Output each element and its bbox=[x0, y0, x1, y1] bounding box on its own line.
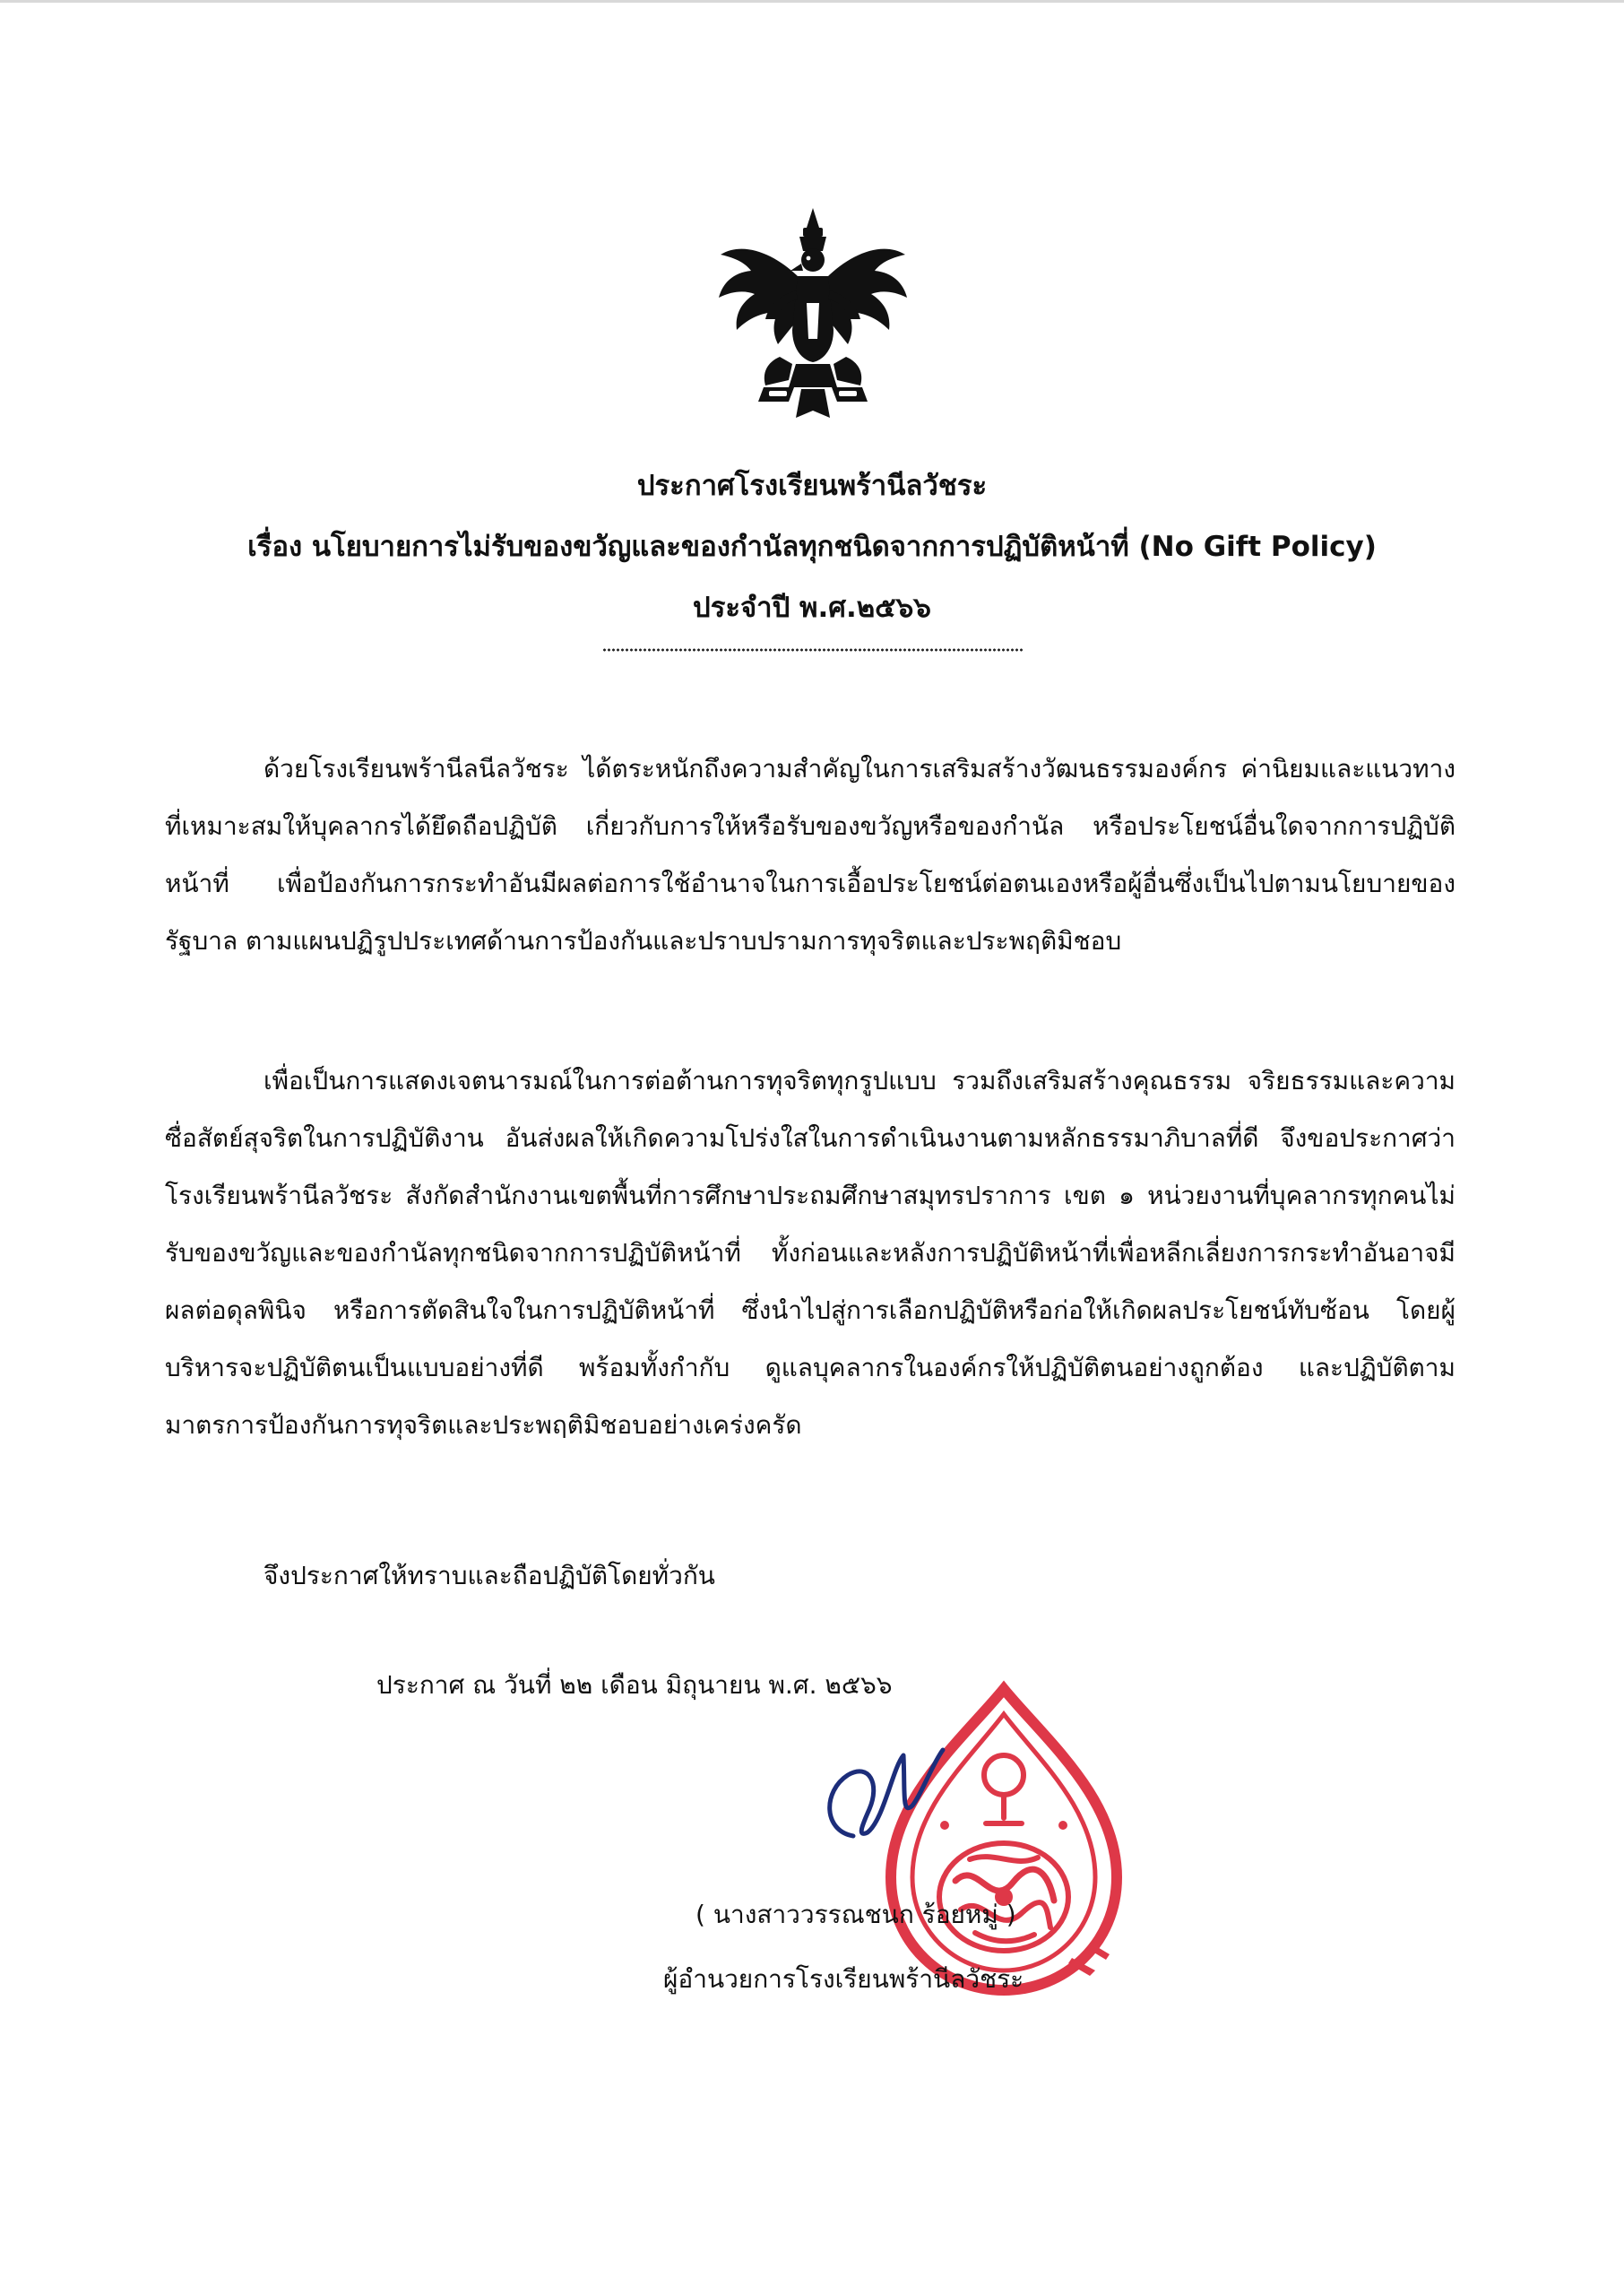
dotted-separator bbox=[602, 647, 1024, 653]
announcement-date: ประกาศ ณ วันที่ ๒๒ เดือน มิถุนายน พ.ศ. ๒๕๖๖ bbox=[376, 1670, 893, 1700]
announcement-year: ประจำปี พ.ศ.๒๕๖๖ bbox=[693, 592, 931, 624]
announcement-title: ประกาศโรงเรียนพร้านีลวัชระ bbox=[636, 470, 988, 502]
handwritten-signature-icon bbox=[817, 1737, 970, 1854]
scan-top-edge bbox=[0, 0, 1624, 3]
body-paragraph-1: ด้วยโรงเรียนพร้านีลนีลวัชระ ได้ตระหนักถึงความสำคัญในการเสริมสร้างวัฒนธรรมองค์กร ค่านิยมและแนวทางที่เหมาะสมให้บุคลากรได้ยึดถือปฏิบัติ เกี่ยวกับการให้หรือรับของขวัญหรือของกำนัล หรือประโยชน์อื่นใดจากการปฏิบัติหน้าที่ เพื่อป้องกันการกระทำอันมีผลต่อการใช้อำนาจในการเอื้อประโยชน์ต่อตนเองหรือผู้อื่นซึ่งเป็นไปตามนโยบายของรัฐบาล ตามแผนปฏิรูปประเทศด้านการป้องกันและปราบปรามการทุจริตและประพฤติมิชอบ bbox=[165, 754, 1456, 956]
signer-title: ผู้อำนวยการโรงเรียนพร้านีลวัชระ bbox=[663, 1964, 1024, 1994]
garuda-emblem-icon bbox=[713, 204, 912, 421]
closing-statement: จึงประกาศให้ทราบและถือปฏิบัติโดยทั่วกัน bbox=[263, 1561, 715, 1590]
signer-name: ( นางสาววรรณชนก ร้อยหมู่ ) bbox=[695, 1900, 1016, 1929]
body-paragraph-2: เพื่อเป็นการแสดงเจตนารมณ์ในการต่อต้านการทุจริตทุกรูปแบบ รวมถึงเสริมสร้างคุณธรรม จริยธรรมและความซื่อสัตย์สุจริตในการปฏิบัติงาน อันส่งผลให้เกิดความโปร่งใสในการดำเนินงานตามหลักธรรมาภิบาลที่ดี จึงขอประกาศว่า โรงเรียนพร้านีลวัชระ สังกัดสำนักงานเขตพื้นที่การศึกษาประถมศึกษาสมุทรปราการ เขต ๑ หน่วยงานที่บุคลากรทุกคนไม่รับของขวัญและของกำนัลทุกชนิดจากการปฏิบัติหน้าที่ ทั้งก่อนและหลังการปฏิบัติหน้าที่เพื่อหลีกเลี่ยงการกระทำอันอาจมีผลต่อดุลพินิจ หรือการตัดสินใจในการปฏิบัติหน้าที่ ซึ่งนำไปสู่การเลือกปฏิบัติหรือก่อให้เกิดผลประโยชน์ทับซ้อน โดยผู้บริหารจะปฏิบัติตนเป็นแบบอย่างที่ดี พร้อมทั้งกำกับ ดูแลบุคลากรในองค์กรให้ปฏิบัติตนอย่างถูกต้อง และปฏิบัติตามมาตรการป้องกันการทุจริตและประพฤติมิชอบอย่างเคร่งครัด bbox=[165, 1066, 1456, 1440]
announcement-subject: เรื่อง นโยบายการไม่รับของขวัญและของกำนัลทุกชนิดจากการปฏิบัติหน้าที่ (No Gift Policy) bbox=[247, 531, 1377, 563]
